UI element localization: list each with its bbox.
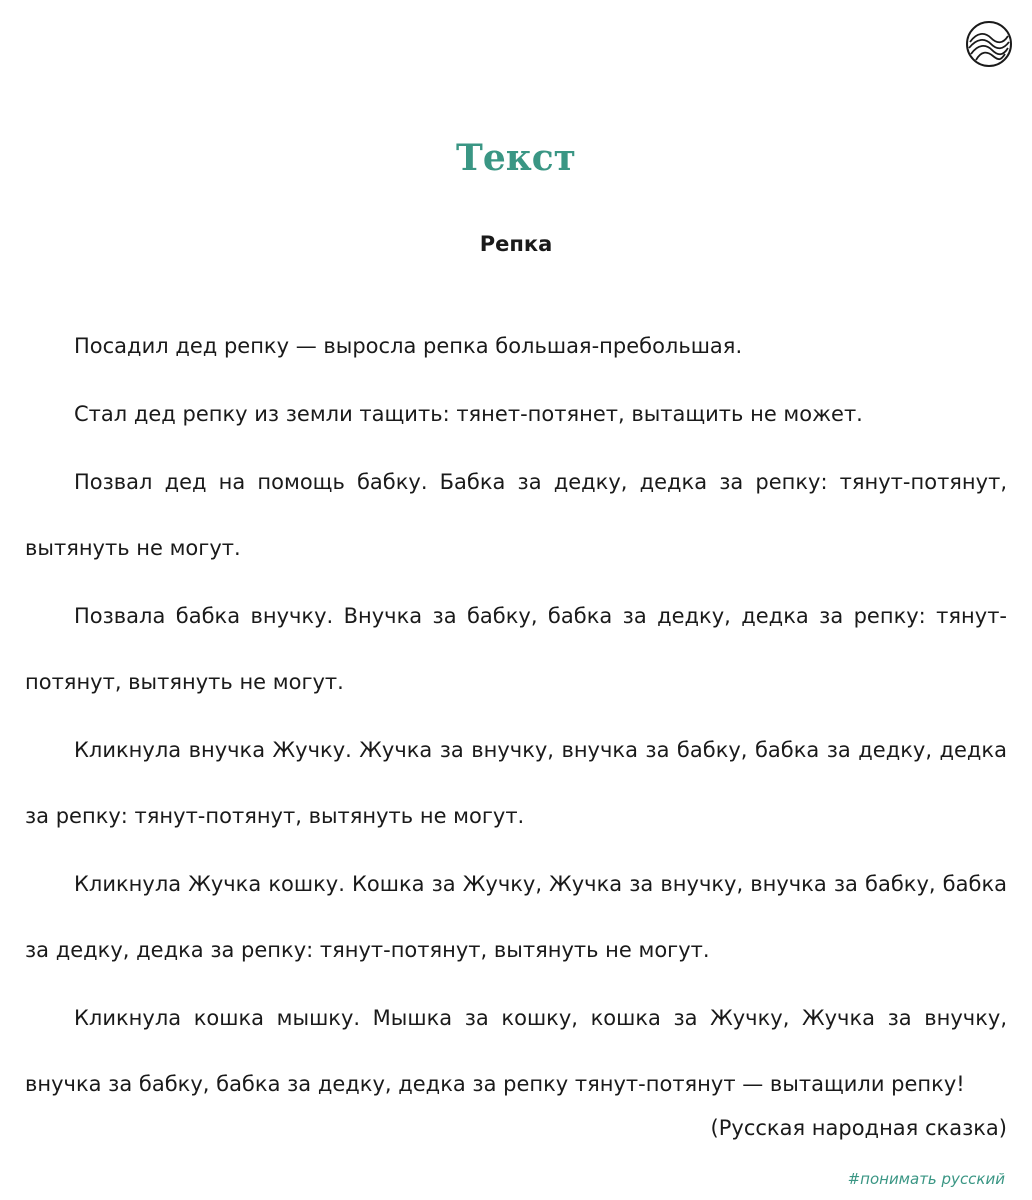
story-paragraph: Посадил дед репку — выросла репка большая-пребольшая. xyxy=(74,334,743,358)
story-source: (Русская народная сказка) xyxy=(710,1116,1007,1140)
story-title: Репка xyxy=(479,232,553,256)
wave-circle-logo-icon xyxy=(965,20,1013,68)
footer-hashtag: #понимать русский xyxy=(847,1170,1005,1188)
story-paragraph: Стал дед репку из земли тащить: тянет-потянет, вытащить не может. xyxy=(74,402,863,426)
story-body xyxy=(25,313,1007,1119)
story-paragraph: Позвала бабка внучку. Внучка за бабку, бабка за дедку, дедка за репку: тянут-потянут, вытянуть не могут. xyxy=(25,604,1007,694)
story-paragraph: Кликнула кошка мышку. Мышка за кошку, кошка за Жучку, Жучка за внучку, внучка за бабку, бабка за дедку, дедка за репку тянут-потянут — вытащили репку! xyxy=(25,1006,1007,1096)
story-paragraph: Кликнула внучка Жучку. Жучка за внучку, внучка за бабку, бабка за дедку, дедка за репку: тянут-потянут, вытянуть не могут. xyxy=(25,738,1007,828)
page-title: Текст xyxy=(456,137,576,179)
story-paragraph: Позвал дед на помощь бабку. Бабка за дедку, дедка за репку: тянут-потянут, вытянуть не могут. xyxy=(25,470,1007,560)
story-paragraph: Кликнула Жучка кошку. Кошка за Жучку, Жучка за внучку, внучка за бабку, бабка за дедку, дедка за репку: тянут-потянут, вытянуть не могут. xyxy=(25,872,1007,962)
